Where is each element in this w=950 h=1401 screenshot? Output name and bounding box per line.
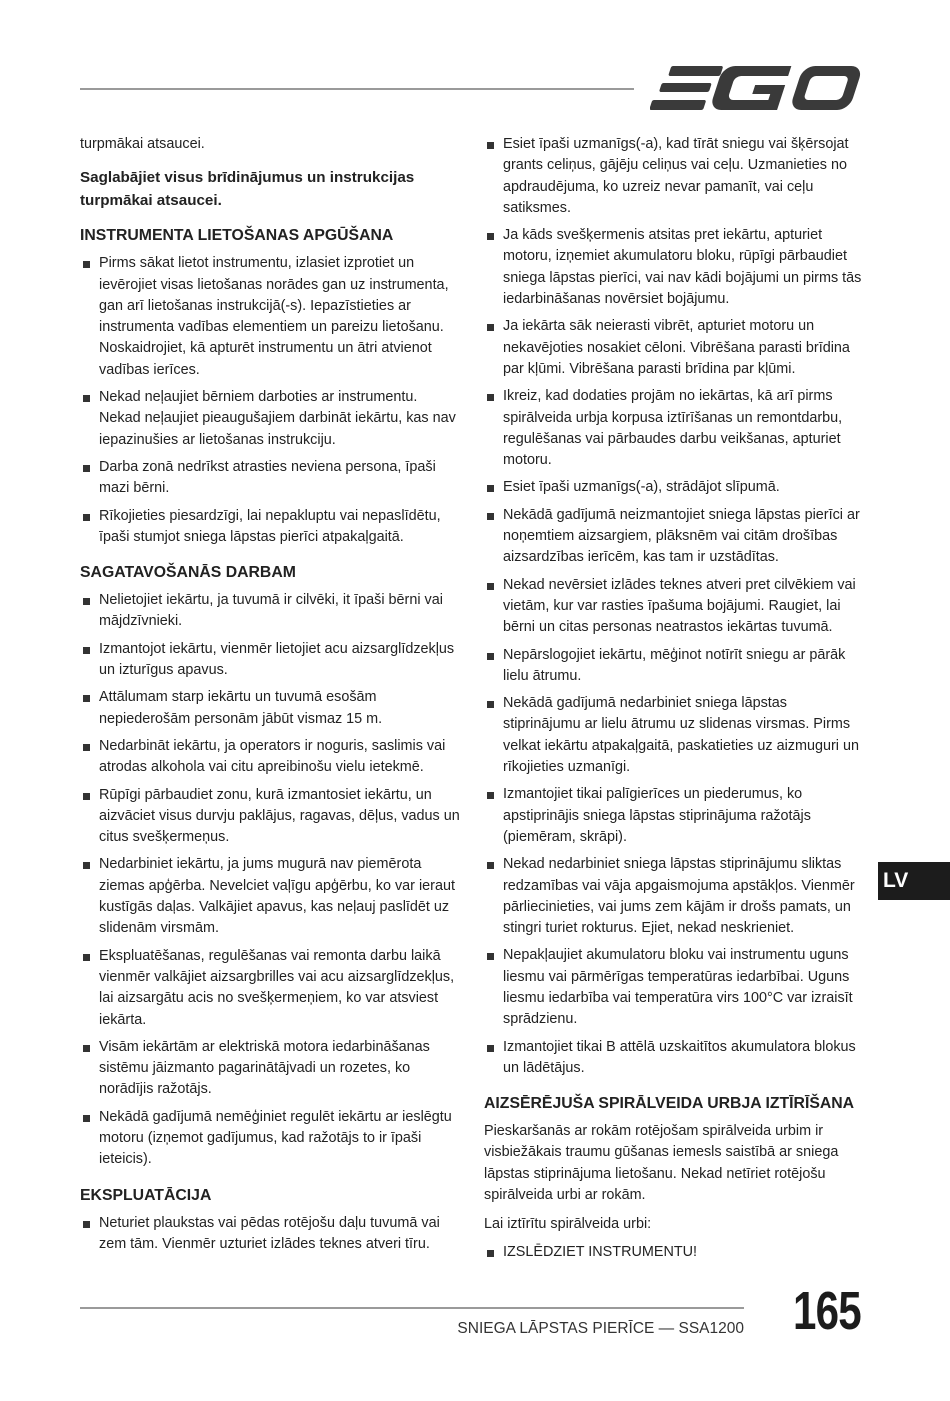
section-title-operation: EKSPLUATĀCIJA: [80, 1186, 212, 1204]
list-item: IZSLĒDZIET INSTRUMENTU!: [484, 1242, 868, 1263]
bullet-icon: [487, 862, 494, 869]
list-item: Darba zonā nedrīkst atrasties neviena persona, īpaši mazi bērni.: [80, 457, 462, 500]
bullet-icon: [83, 954, 90, 961]
list-item: Visām iekārtām ar elektriskā motora iedarbināšanas sistēmu jāizmanto pagarinātājvadi un rozetes, ko norādījis ražotājs.: [80, 1037, 462, 1101]
continuation-text: turpmākai atsaucei.: [80, 136, 205, 152]
bullet-icon: [487, 394, 494, 401]
list-item: Pirms sākat lietot instrumentu, izlasiet izprotiet un ievērojiet visas lietošanas norādes gan uz instrumenta, gan arī lietošanas instrukcijā(-s). Iepazīstieties ar instrumenta vadības elementiem un pareizu lietošanu. Noskaidrojiet, kā apturēt instrumentu un ātri atvienot vadības ierīces.: [80, 253, 462, 381]
bullet-icon: [487, 583, 494, 590]
auger-warning-paragraph: Pieskaršanās ar rokām rotējošam spirālveida urbim ir visbiežākais traumu gūšanas iemesls saistībā ar sniega lāpstas stiprinājuma lietošanu. Nekad netīriet rotējošu spirālveida urbi ar rokām.: [484, 1123, 839, 1204]
list-preparation: [80, 590, 462, 1170]
header-rule: [80, 88, 634, 90]
footer-rule: [80, 1307, 744, 1309]
bullet-icon: [83, 1221, 90, 1228]
ego-logo: [650, 64, 862, 112]
bullet-icon: [83, 744, 90, 751]
section-title-preparation: SAGATAVOŠANĀS DARBAM: [80, 564, 296, 582]
list-item: Izmantojiet tikai B attēlā uzskaitītos akumulatora blokus un lādētājus.: [484, 1037, 868, 1080]
section-title-clearing-auger: AIZSĒRĒJUŠA SPIRĀLVEIDA URBJA IZTĪRĪŠANA: [484, 1095, 855, 1113]
list-item: Ja iekārta sāk neierasti vibrēt, apturiet motoru un nekavējoties nosakiet cēloni. Vibrēšana parasti brīdina par kļūmi. Vibrēšana parasti brīdina par kļūmi.: [484, 316, 868, 380]
list-item: Izmantojiet tikai palīgierīces un piederumus, ko apstiprinājis sniega lāpstas stiprinājuma ražotājs (piemēram, skrāpi).: [484, 784, 868, 848]
page-number: 165: [793, 1281, 861, 1341]
list-item: Esiet īpaši uzmanīgs(-a), strādājot slīpumā.: [484, 477, 868, 498]
bullet-icon: [487, 485, 494, 492]
bullet-icon: [83, 395, 90, 402]
list-operation: [80, 1213, 462, 1256]
bullet-icon: [487, 233, 494, 240]
list-item: Ja kāds svešķermenis atsitas pret iekārtu, apturiet motoru, izņemiet akumulatoru bloku, rūpīgi pārbaudiet sniega lāpstas pierīci, vai nav kādi bojājumi un pirms tās iedarbināšanas novērsiet bojājumu.: [484, 225, 868, 310]
list-item: Ikreiz, kad dodaties projām no iekārtas, kā arī pirms spirālveida urbja korpusa iztīrīšanas un remontdarbu, regulēšanas vai pārbaudes darbu veikšanas, apturiet motoru.: [484, 386, 868, 471]
bullet-icon: [83, 465, 90, 472]
list-item: Nelietojiet iekārtu, ja tuvumā ir cilvēki, it īpaši bērni vai mājdzīvnieki.: [80, 590, 462, 633]
list-item: Izmantojot iekārtu, vienmēr lietojiet acu aizsarglīdzekļus un izturīgus apavus.: [80, 639, 462, 682]
bullet-icon: [83, 261, 90, 268]
bullet-icon: [487, 792, 494, 799]
list-item: Ekspluatēšanas, regulēšanas vai remonta darbu laikā vienmēr valkājiet aizsargbrilles vai acu aizsarglīdzekļus, lai aizsargātu acis no svešķermeņiem, ko var atsviest iekārta.: [80, 946, 462, 1031]
list-item: Nekad neļaujiet bērniem darboties ar instrumentu. Nekad neļaujiet pieaugušajiem darbināt iekārtu, kas nav iepazinušies ar lietošanas instrukciju.: [80, 387, 462, 451]
bullet-icon: [487, 1045, 494, 1052]
bullet-icon: [487, 142, 494, 149]
bullet-icon: [487, 513, 494, 520]
section-title-training: INSTRUMENTA LIETOŠANAS APGŪŠANA: [80, 227, 394, 245]
bullet-icon: [83, 793, 90, 800]
list-item: Nekādā gadījumā neizmantojiet sniega lāpstas pierīci ar noņemtiem aizsargiem, plāksnēm vai citām drošības aizsardzības ierīcēm, kas tam ir uzstādītas.: [484, 505, 868, 569]
bullet-icon: [83, 647, 90, 654]
bullet-icon: [487, 1250, 494, 1257]
bullet-icon: [487, 701, 494, 708]
bullet-icon: [83, 514, 90, 521]
list-item: Nekad nedarbiniet sniega lāpstas stiprinājumu sliktas redzamības vai vāja apgaismojuma apstākļos. Vienmēr pārliecinieties, vai jums zem kājām ir drošs pamats, un stingri turiet rokturus. Ejiet, nekad neskrieniet.: [484, 854, 868, 939]
list-auger-steps: [484, 1242, 868, 1263]
list-item: Attālumam starp iekārtu un tuvumā esošām nepiederošām personām jābūt vismaz 15 m.: [80, 687, 462, 730]
list-item: Esiet īpaši uzmanīgs(-a), kad tīrāt sniegu vai šķērsojat grants celiņus, gājēju celiņus vai ceļu. Uzmanieties no apdraudējuma, ko uzreiz nevar pamanīt, vai ceļu satiksmes.: [484, 134, 868, 219]
list-item: Nekādā gadījumā nedarbiniet sniega lāpstas stiprinājumu ar lielu ātrumu uz slidenas virsmas. Pirms velkat iekārtu atpakaļgaitā, paskatieties uz aizmuguri un rīkojieties uzmanīgi.: [484, 693, 868, 778]
keep-instructions-note: Saglabājiet visus brīdinājumus un instrukcijas turpmākai atsaucei.: [80, 169, 415, 209]
footer-title: SNIEGA LĀPSTAS PIERĪCE — SSA1200: [457, 1320, 744, 1337]
list-training: [80, 253, 462, 548]
list-item: Nepārslogojiet iekārtu, mēģinot notīrīt sniegu ar pārāk lielu ātrumu.: [484, 645, 868, 688]
bullet-icon: [83, 695, 90, 702]
bullet-icon: [487, 953, 494, 960]
bullet-icon: [487, 653, 494, 660]
list-item: Nekādā gadījumā nemēģiniet regulēt iekārtu ar ieslēgtu motoru (izņemot gadījumus, kad ražotājs to ir īpaši ieteicis).: [80, 1107, 462, 1171]
list-operation-continued: [484, 134, 868, 1079]
language-tab: LV: [878, 862, 950, 900]
bullet-icon: [83, 598, 90, 605]
list-item: Rīkojieties piesardzīgi, lai nepakluptu vai nepaslīdētu, īpaši stumjot sniega lāpstas pierīci atpakaļgaitā.: [80, 506, 462, 549]
left-column: [80, 134, 462, 1261]
bullet-icon: [83, 1045, 90, 1052]
bullet-icon: [487, 324, 494, 331]
auger-instruction-intro: Lai iztīrītu spirālveida urbi:: [484, 1216, 652, 1233]
list-item: Nekad nevērsiet izlādes teknes atveri pret cilvēkiem vai vietām, kur var rasties īpašuma bojājumi. Raugiet, lai bērni un citas personas neatrastos iekārtas tuvumā.: [484, 575, 868, 639]
list-item: Nedarbiniet iekārtu, ja jums mugurā nav piemērota ziemas apģērba. Nevelciet vaļīgu apģērbu, ko var ieraut kustīgās daļas. Valkājiet apavus, kas neļauj paslīdēt uz slidenām virsmām.: [80, 854, 462, 939]
right-column: [484, 134, 868, 1269]
bullet-icon: [83, 1115, 90, 1122]
bullet-icon: [83, 862, 90, 869]
list-item: Nedarbināt iekārtu, ja operators ir noguris, saslimis vai atrodas alkohola vai citu apreibinošu vielu ietekmē.: [80, 736, 462, 779]
list-item: Neturiet plaukstas vai pēdas rotējošu daļu tuvumā vai zem tām. Vienmēr uzturiet izlādes teknes atveri tīru.: [80, 1213, 462, 1256]
list-item: Rūpīgi pārbaudiet zonu, kurā izmantosiet iekārtu, un aizvāciet visus durvju paklājus, ragavas, dēļus, vadus un citus svešķermeņus.: [80, 785, 462, 849]
list-item: Nepakļaujiet akumulatoru bloku vai instrumentu uguns liesmu vai pārmērīgas temperatūras iedarbībai. Uguns liesmu iedarbība vai temperatūra virs 100°C var izraisīt sprādzienu.: [484, 945, 868, 1030]
